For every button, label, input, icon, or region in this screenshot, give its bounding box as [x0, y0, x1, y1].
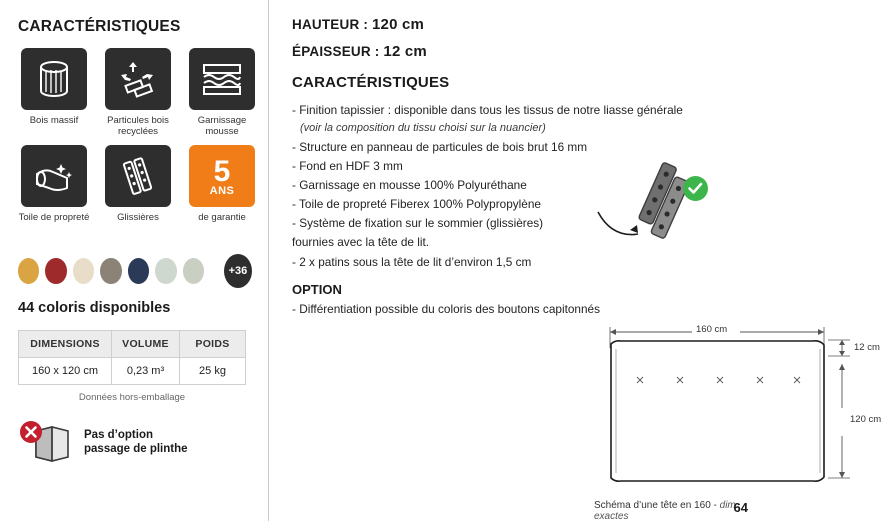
list-item: - Système de fixation sur le sommier (glissières) fournies avec la tête de lit.	[292, 216, 544, 250]
swatch[interactable]	[73, 258, 94, 284]
slides-illustration	[594, 160, 724, 260]
left-column	[0, 0, 268, 521]
solid-wood-icon	[21, 48, 87, 110]
column-divider	[268, 0, 269, 521]
swatch[interactable]	[18, 258, 39, 284]
right-section-title: CARACTÉRISTIQUES	[292, 74, 450, 91]
check-badge-icon	[683, 176, 708, 201]
schema-caption-italic: dim. exactes	[594, 500, 739, 522]
colors-available-title: 44 coloris disponibles	[18, 300, 171, 316]
table-header-row	[19, 331, 245, 357]
feature-label: Particules bois recyclées	[107, 115, 169, 138]
spec-thickness-value: 12 cm	[383, 43, 427, 60]
dimensions-note: Données hors-emballage	[78, 392, 186, 403]
list-item: - Structure en panneau de particules de bois brut 16 mm	[292, 139, 588, 154]
schema-height-label: 120 cm	[850, 414, 882, 425]
list-item: - Toile de propreté Fiberex 100% Polypropylène	[292, 197, 541, 212]
schema-thickness-label: 12 cm	[854, 342, 880, 353]
list-item-subtext: (voir la composition du tissu choisi sur la nuancier)	[300, 122, 546, 135]
feature-label: Glissières	[117, 212, 159, 223]
swatch[interactable]	[183, 258, 204, 284]
list-item: - Garnissage en mousse 100% Polyuréthane	[292, 178, 527, 193]
list-item-text: - Finition tapissier : disponible dans tous les tissus de notre liasse générale	[292, 103, 683, 117]
spec-height-value: 120 cm	[372, 16, 425, 33]
column-header-dimensions: DIMENSIONS	[30, 338, 100, 350]
feature-label: de garantie	[198, 212, 246, 223]
left-section-title: CARACTÉRISTIQUES	[18, 18, 181, 35]
list-item	[292, 101, 758, 138]
feature-solid-wood	[18, 48, 90, 139]
spec-thickness-label: ÉPAISSEUR :	[292, 44, 380, 59]
no-plinth-line2: passage de plinthe	[84, 443, 188, 455]
no-plinth-icon	[18, 419, 74, 465]
no-plinth-line1: Pas d’option	[84, 428, 153, 441]
feature-label: Garnissage mousse	[197, 115, 247, 138]
option-text: - Différentiation possible du coloris des boutons capitonnés	[292, 301, 600, 316]
headboard-schema	[592, 318, 892, 508]
list-item: - 2 x patins sous la tête de lit d’environ 1,5 cm	[292, 254, 532, 269]
feature-label: Bois massif	[29, 115, 79, 126]
more-colors-badge[interactable]: +36	[224, 254, 252, 288]
recycled-wood-particles-icon	[105, 48, 171, 110]
right-column	[292, 0, 882, 522]
color-swatches	[18, 254, 252, 288]
feature-foam	[186, 48, 258, 139]
cell-weight: 25 kg	[179, 357, 245, 384]
page-number: 64	[733, 500, 748, 515]
option-title: OPTION	[292, 281, 342, 297]
cell-volume: 0,23 m³	[111, 357, 179, 384]
column-header-volume: VOLUME	[111, 331, 179, 357]
swatch[interactable]	[155, 258, 176, 284]
feature-recycled-particles	[102, 48, 174, 139]
no-plinth-text	[84, 428, 188, 457]
spec-height	[292, 16, 758, 33]
feature-grid	[18, 48, 252, 236]
slides-icon	[105, 145, 171, 207]
warranty-unit: ANS	[209, 185, 235, 197]
swatch[interactable]	[45, 258, 66, 284]
feature-slides	[102, 145, 174, 236]
column-header-weight: POIDS	[179, 331, 245, 357]
schema-width-label: 160 cm	[696, 324, 728, 335]
no-plinth-option-block	[18, 419, 252, 465]
warranty-number: 5	[213, 155, 231, 188]
clean-cover-icon	[21, 145, 87, 207]
table-row	[19, 357, 245, 384]
swatch[interactable]	[128, 258, 149, 284]
dimensions-table	[18, 330, 246, 385]
feature-clean-cover	[18, 145, 90, 236]
list-item: - Fond en HDF 3 mm	[292, 159, 403, 174]
spec-height-label: HAUTEUR :	[292, 17, 369, 32]
foam-padding-icon	[189, 48, 255, 110]
feature-label: Toile de propreté	[18, 212, 90, 223]
feature-warranty	[186, 145, 258, 236]
schema-caption-main: Schéma d’une tête en 160 -	[594, 500, 720, 511]
warranty-icon	[189, 145, 255, 207]
cell-dimensions: 160 x 120 cm	[19, 357, 111, 384]
swatch[interactable]	[100, 258, 121, 284]
spec-thickness	[292, 43, 758, 60]
